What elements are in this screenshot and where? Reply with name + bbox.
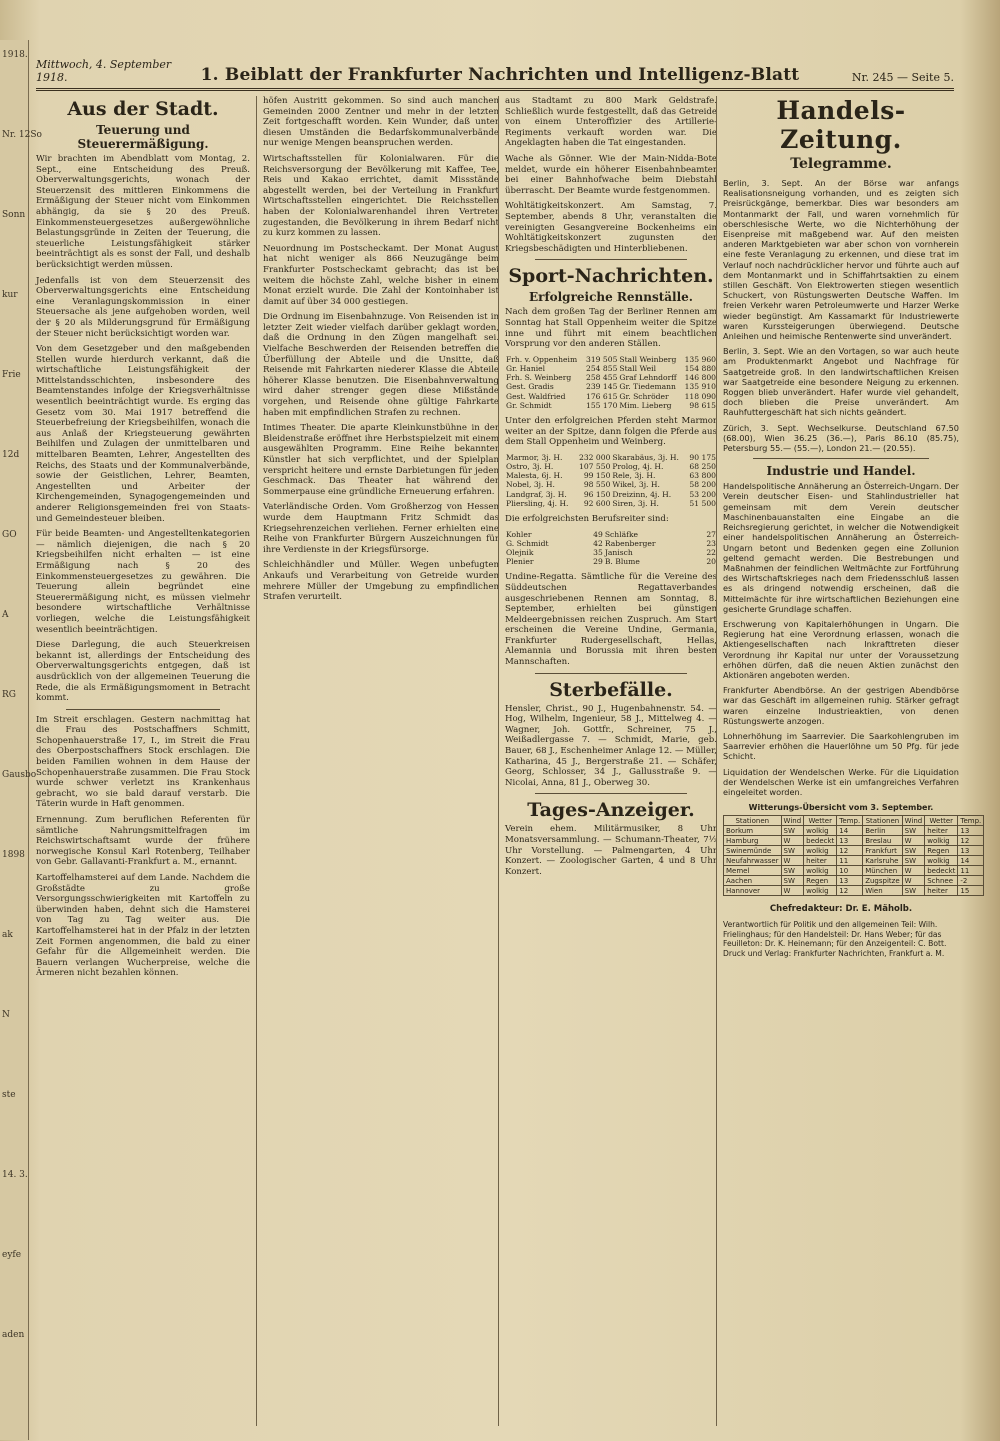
strip-fragment: A [2, 610, 9, 620]
weather-cell: Hamburg [724, 836, 782, 846]
divider [535, 259, 687, 260]
table-cell: Stall Weinberg [619, 354, 677, 364]
table-cell: Siren, 3j. H. [612, 498, 659, 508]
table-cell: Gr. Haniel [506, 363, 546, 373]
weather-cell: SW [781, 846, 804, 856]
table-cell: Mim. Lieberg [619, 400, 672, 410]
table-cell: 155 170 [586, 400, 618, 410]
weather-cell: 13 [837, 836, 863, 846]
table-cell: 118 090 [684, 391, 716, 401]
article-paragraph: Von dem Gesetzgeber und den maßgebenden Stellen wurde hierdurch verkannt, daß die wirtschaftliche Leistungsfähigkeit der Mittelstandsschichten, insbesondere des Beamtenstandes infolge der Kriegsverhältnisse wesentlich beeinträchtigt wurde. Es erging das Gesetz vom 30. Mai 1917 betreffend die Steuerbefreiung der Kriegsbeihilfen, wonach die aus Anlaß der Kriegsteuerung gewährten Beihilfen und Zulagen der unmittelbaren und mittelbaren Beamten, Lehrer, Angestellten des Reichs, des Staats und der Kommunalverbände, sowie der Geistlichen, Lehrer, Beamten, Angestellten und Arbeiter der Kirchengemeinden, Synagogengemeinden und anderer Religionsgemeinden frei von Staats- und Gemeindesteuer bleiben. [36, 344, 250, 524]
section-title-city: Aus der Stadt. [67, 98, 219, 120]
weather-header-cell: Stationen [724, 816, 782, 826]
strip-fragment: Sonn [2, 210, 26, 220]
weather-cell: 12 [958, 836, 984, 846]
table-cell: Graf Lehndorff [619, 373, 677, 383]
table-cell: Malesta, 6j. H. [506, 471, 563, 481]
article-paragraph: Diese Darlegung, die auch Steuerkreisen bekannt ist, allerdings der Entscheidung des Oberverwaltungsgerichts entgegen, daß ist ausdrücklich von der allgemeinen Teuerung die Rede, die als Ermäßigungsmoment in Betracht kommt. [36, 640, 250, 704]
stable-row [505, 364, 717, 373]
table-cell: 63 800 [689, 471, 716, 481]
horse-row [505, 471, 717, 480]
strip-fragment: aden [2, 1330, 25, 1340]
article-paragraph: Kartoffelhamsterei auf dem Lande. Nachdem die Großstädte zu große Versorgungsschwierigkeiten mit Kartoffeln zu überwinden haben, dehnt sich die Hamsterei von Tag zu Tag weiter aus. Die Kartoffelhamsterei hat in der Pfalz in der letzten Zeit Formen angenommen, die bald zu einer Gefahr für die Allgemeinheit werden. Die Bauern verlangen Wucherpreise, welche die Ärmeren nicht bezahlen können. [36, 873, 250, 979]
weather-cell: bedeckt [804, 836, 837, 846]
weather-header-cell: Temp. [958, 816, 984, 826]
weather-header-cell: Wetter [804, 816, 837, 826]
strip-fragment: kur [2, 290, 18, 300]
strip-fragment: 14. 3. [2, 1170, 28, 1180]
article-body-taxes [36, 154, 250, 704]
table-cell: G. Schmidt [506, 538, 549, 548]
table-cell: 98 615 [689, 400, 716, 410]
article-paragraph: Wache als Gönner. Wie der Main-Nidda-Bote meldet, wurde ein höherer Eisenbahnbeamter bei einer Bahnhofwache beim Diebstahl überrascht. Der Beamte wurde festgenommen. [505, 153, 717, 196]
industry-body [723, 481, 959, 797]
table-cell: 99 150 [583, 471, 611, 481]
weather-cell: 10 [837, 866, 863, 876]
sport-intro: Nach dem großen Tag der Berliner Rennen am Sonntag hat Stall Oppenheim weiter die Spitze inne und führt mit einem beachtlichen Vorsprung vor den anderen Ställen. [505, 307, 717, 350]
table-cell: Skarabäus, 3j. H. [612, 452, 679, 462]
table-cell: 58 200 [689, 480, 716, 490]
table-cell: 258 455 [586, 373, 618, 383]
weather-cell: 15 [958, 886, 984, 896]
table-cell: Gest. Gradis [506, 382, 554, 392]
article-paragraph: Ernennung. Zum beruflichen Referenten für sämtliche Nahrungsmittelfragen im Reichswirtschaftsamt wurde der frühere norwegische Konsul Karl Rotenberg, Teilhaber von Gebr. Gallavanti-Frankfurt a. M., ernannt. [36, 815, 250, 868]
jockeys-title: Die erfolgreichsten Berufsreiter sind: [505, 513, 669, 524]
table-cell: 154 880 [684, 363, 716, 373]
article-paragraph: höfen Austritt gekommen. So sind auch manchen Gemeinden 2000 Zentner und mehr in der letzten Zeit fortgeschafft worden. Kein Wunder, daß unter diesen Umständen die Bedarfskommunalverbände nur wenige Mengen beanspruchen werden. [263, 96, 499, 149]
weather-cell: W [781, 886, 804, 896]
jockey-row [505, 548, 717, 557]
weather-row [724, 856, 984, 866]
table-cell: 254 855 [586, 363, 618, 373]
weather-cell: Memel [724, 866, 782, 876]
table-cell: Dreizinn, 4j. H. [612, 489, 672, 499]
stable-row [505, 355, 717, 364]
table-cell: Plenier [506, 557, 534, 567]
stable-row [505, 373, 717, 382]
divider [535, 793, 687, 794]
article-paragraph: Im Streit erschlagen. Gestern nachmittag hat die Frau des Postschaffners Schmitt, Schopenhauerstraße 17, I., im Streit die Frau des Oberpostschaffners Stock erschlagen. Die beiden Familien wohnen in dem Hause der Schopenhauerstraße zusammen. Die Frau Stock wurde schwer verletzt ins Krankenhaus gebracht, wo sie bald darauf verstarb. Die Täterin wurde in Haft genommen. [36, 714, 250, 810]
regatta-article: Undine-Regatta. Sämtliche für die Vereine des Süddeutschen Regattaverbandes ausgeschriebenen Rennen am Sonntag, 8. September, erhielten bei günstigen Meldeergebnissen reichen Zuspruch. Am Start erscheinen die Vereine Undine, Germania, Frankfurter Rudergesellschaft, Hellas, Alemannia und Borussia mit ihren besten Mannschaften. [505, 572, 717, 668]
table-cell: Schläfke [604, 529, 639, 539]
stable-row [505, 382, 717, 391]
strip-fragment: Gausbo [2, 770, 37, 780]
section-title-deaths: Sterbefälle. [549, 678, 673, 701]
weather-cell: SW [902, 826, 925, 836]
industry-paragraph: Liquidation der Wendelschen Werke. Für die Liquidation der Wendelschen Werke ist ein umfangreiches Verfahren eingeleitet worden. [723, 766, 959, 797]
table-cell: Prolog, 4j. H. [612, 461, 664, 471]
weather-cell: W [781, 856, 804, 866]
weather-cell: heiter [804, 856, 837, 866]
masthead [36, 58, 954, 91]
table-cell: 92 600 [583, 498, 611, 508]
table-cell: Gr. Schmidt [506, 400, 552, 410]
article-paragraph: Jedenfalls ist von dem Steuerzensit des Oberverwaltungsgerichts eine Entscheidung eine Veranlagungskommission in einer Steuersache als jene aufgehoben worden, weil der § 20 als Milderungsgrund für Ermäßigung der Steuer nicht berücksichtigt worden war. [36, 275, 250, 339]
article-paragraph: Schleichhändler und Müller. Wegen unbefugten Ankaufs und Verarbeitung von Getreide wurden mehrere Müller der Umgebung zu empfindlichen Strafen verurteilt. [263, 560, 499, 603]
table-cell: 53 200 [689, 489, 716, 499]
weather-cell: Swinemünde [724, 846, 782, 856]
adjacent-page-strip [0, 40, 42, 1440]
weather-header-cell: Temp. [837, 816, 863, 826]
horse-row [505, 490, 717, 499]
table-cell: 90 175 [689, 452, 716, 462]
stable-row [505, 392, 717, 401]
telegrams-body [723, 178, 959, 453]
strip-fragment: 1898 [2, 850, 25, 860]
issue-number: Nr. 245 — Seite 5. [851, 71, 954, 84]
table-cell: 98 550 [583, 480, 611, 490]
editor-imprint: Verantwortlich für Politik und den allgemeinen Teil: Wilh. Frielinghaus; für den Handelsteil: Dr. Hans Weber; für das Feuilleton: Dr. K. Heinemann; für den Anzeigenteil: C. Bott. Druck und Verlag: Frankfurter Nachrichten, Frankfurt a. M. [723, 920, 947, 958]
horse-row [505, 453, 717, 462]
weather-header-cell: Wetter [925, 816, 958, 826]
table-cell: Rele, 3j. H. [612, 471, 656, 481]
jockey-row [505, 530, 717, 539]
weather-cell: Regen [804, 876, 837, 886]
strip-fragment: ak [2, 930, 13, 940]
weather-cell: wolkig [804, 826, 837, 836]
strip-fragment: Frie [2, 370, 21, 380]
article-title-racing: Erfolgreiche Rennställe. [528, 290, 693, 305]
industry-paragraph: Handelspolitische Annäherung an Österreich-Ungarn. Der Verein deutscher Eisen- und Stahlindustrieller hat gemeinsam mit dem Verein deutscher Maschinenbauanstalten eine Eingabe an die Reichsregierung gerichtet, in welcher die Notwendigkeit einer handelspolitischen Annäherung an Österreich-Ungarn betont und Bedenken gegen eine Zollunion geltend gemacht werden. Die Bestrebungen und Maßnahmen der feindlichen Weltmächte zur Fortführung des Wirtschaftskrieges nach dem Friedensschluß lassen es als dringend notwendig erscheinen, daß die Mittelmächte für ihre wirtschaftlichen Beziehungen eine gesicherte Grundlage schaffen. [723, 481, 959, 614]
weather-cell: Berlin [863, 826, 902, 836]
table-cell: Kohler [506, 529, 532, 539]
weather-cell: München [863, 866, 902, 876]
article-paragraph: Wohltätigkeitskonzert. Am Samstag, 7. September, abends 8 Uhr, veranstalten die vereinigten Gesangvereine Bockenheims ein Wohltätigkeitskonzert zugunsten der Kriegsbeschädigten und Hinterbliebenen. [505, 201, 717, 254]
local-news-body [263, 96, 499, 603]
weather-row [724, 876, 984, 886]
table-cell: Olejnik [506, 547, 534, 557]
weather-cell: Schnee [925, 876, 958, 886]
strip-fragment: N [2, 1010, 10, 1020]
strip-fragment: ste [2, 1090, 16, 1100]
weather-cell: SW [781, 866, 804, 876]
table-cell: Gr. Tiedemann [619, 382, 676, 392]
weather-cell: wolkig [804, 886, 837, 896]
weather-header-cell: Wind [902, 816, 925, 826]
article-paragraph: Die Ordnung im Eisenbahnzuge. Von Reisenden ist in letzter Zeit wieder vielfach darüber geklagt worden, daß die Ordnung in den Zügen mangelhaft sei. Vielfache Beschwerden der Reisenden betreffen die Überfüllung der Abteile und die Unsitte, daß Reisende mit Fahrkarten niederer Klasse die Abteile höherer Klasse benutzen. Die Eisenbahnverwaltung wird daher strenger gegen diese Mißstände vorgehen, und Reisende ohne gültige Fahrkarte haben mit empfindlichen Strafen zu rechnen. [263, 312, 499, 418]
weather-row [724, 836, 984, 846]
table-cell: Janisch [604, 547, 633, 557]
telegram-paragraph: Berlin, 3. Sept. Wie an den Vortagen, so war auch heute am Produktenmarkt Angebot und Nachfrage für Saatgetreide groß. In den landwirtschaftlichen Kreisen war Saatgetreide eine besondere Neigung zu erkennen. Roggen blieb unverändert. Hafer wurde viel gehandelt, doch blieben die Preise unverändert. Am Rauhfuttergeschäft hat sich nichts geändert. [723, 346, 959, 418]
column-local-news [256, 96, 499, 1426]
table-cell: Stall Weil [619, 363, 656, 373]
weather-cell: 14 [837, 826, 863, 836]
weather-cell: Wien [863, 886, 902, 896]
article-title-taxes: Teuerung und Steuerermäßigung. [77, 123, 209, 151]
section-title-sport: Sport-Nachrichten. [508, 265, 714, 288]
weather-cell: Neufahrwasser [724, 856, 782, 866]
table-cell: 29 [593, 557, 603, 567]
horses-table [505, 453, 717, 508]
table-cell: 135 910 [684, 382, 716, 392]
article-paragraph: Neuordnung im Postscheckamt. Der Monat August hat nicht weniger als 866 Neuzugänge beim Frankfurter Postscheckamt gebracht; das ist bei weitem die höchste Zahl, welche bisher in einem Monat erzielt wurde. Die Zahl der Kontoinhaber ist damit auf über 34 000 gestiegen. [263, 243, 499, 307]
strip-fragment: 1918. [2, 50, 28, 60]
table-cell: Rabenberger [604, 538, 656, 548]
table-cell: 51 500 [689, 498, 716, 508]
weather-cell: Regen [925, 846, 958, 856]
weather-cell: SW [781, 876, 804, 886]
table-cell: Marmor, 3j. H. [506, 452, 563, 462]
weather-cell: SW [902, 886, 925, 896]
table-cell: 319 505 [586, 354, 618, 364]
industry-title: Industrie und Handel. [766, 464, 916, 479]
weather-cell: Frankfurt [863, 846, 902, 856]
telegram-paragraph: Zürich, 3. Sept. Wechselkurse. Deutschland 67.50 (68.00), Wien 36.25 (36.—), Paris 86.10 (85.75), Petersburg 55.— (55.—), London 21.— (20.55). [723, 422, 959, 454]
table-cell: Ostro, 3j. H. [506, 461, 554, 471]
table-cell: 23 [706, 538, 716, 548]
weather-header-cell: Stationen [863, 816, 902, 826]
weather-cell: W [781, 836, 804, 846]
divider [66, 709, 220, 710]
weather-table [723, 815, 984, 896]
weather-cell: SW [781, 826, 804, 836]
stable-row [505, 401, 717, 410]
horse-row [505, 462, 717, 471]
weather-cell: wolkig [925, 856, 958, 866]
editor-title: Chefredakteur: Dr. E. Mäholb. [769, 904, 913, 915]
table-cell: 146 800 [684, 373, 716, 383]
strip-fragment: GO [2, 530, 17, 540]
table-cell: Frh. S. Weinberg [506, 373, 572, 383]
newspaper-title: 1. Beiblatt der Frankfurter Nachrichten und Intelligenz-Blatt [200, 65, 800, 85]
industry-paragraph: Lohnerhöhung im Saarrevier. Die Saarkohlengruben im Saarrevier erhöhen die Hauerlöhne um 50 Pfg. für jede Schicht. [723, 730, 959, 762]
weather-cell: 12 [837, 846, 863, 856]
article-paragraph: Vaterländische Orden. Vom Großherzog von Hessen wurde dem Hauptmann Fritz Schmidt das Kriegsehrenzeichen verliehen. Ferner erhielten eine Reihe von Frankfurter Bürgern Auszeichnungen für ihre Verdienste in der Kriegsfürsorge. [263, 502, 499, 555]
table-cell: Wikel, 3j. H. [612, 480, 660, 490]
weather-cell: W [902, 836, 925, 846]
weather-cell: W [902, 876, 925, 886]
weather-title: Witterungs-Übersicht vom 3. September. [748, 803, 934, 813]
table-cell: 176 615 [586, 391, 618, 401]
weather-row [724, 846, 984, 856]
strip-fragment: 12d [2, 450, 20, 460]
weather-cell: 12 [837, 886, 863, 896]
telegram-paragraph: Berlin, 3. Sept. An der Börse war anfangs Realisationsneigung vorhanden, und es zeigten sich Preisrückgänge, bemerkbar. Dies war besonders am Montanmarkt der Fall, und waren vornehmlich für oberschlesische Werte, wo die Nichterhöhung der Eisenpreise mit maßgebend war. Auf den meisten anderen Marktgebieten war aber schon von vornherein eine feste Veranlagung zu erkennen, und diese trat im Verlauf noch nachdrücklicher hervor und führte auch auf dem Montanmarkt und in Schiffahrtsaktien zu einem stillen Geschäft. Von Elektrowerten stiegen wesentlich Schuckert, von Rüstungswerten Deutsche Waffen. Im freien Verkehr waren Petroleumwerte und Harzer Werke wieder begünstigt. Am Kassamarkt für Industriewerte waren Kurssteigerungen überwiegend. Deutsche Anleihen und heimische Rentenwerte sind unverändert. [723, 178, 959, 342]
weather-row [724, 866, 984, 876]
weather-cell: heiter [925, 826, 958, 836]
deaths-list: Hensler, Christ., 90 J., Hugenbahnenstr. 54. — Hog, Wilhelm, Ingenieur, 58 J., Mittelweg 4. — Wagner, Joh. Gottfr., Schreiner, 75 J., Weißadlergasse 7. — Schmidt, Marie, geb. Bauer, 68 J., Eschenheimer Anlage 12. — Müller, Katharina, 45 J., Bergerstraße 21. — Schäfer, Georg, Schlosser, 34 J., Gallusstraße 9. — Nicolai, Anna, 81 J., Oberweg 30. [505, 703, 717, 788]
weather-row [724, 826, 984, 836]
article-paragraph: Für beide Beamten- und Angestelltenkategorien — nämlich diejenigen, die nach § 20 Kriegsbeihilfen nicht erhalten — ist eine Ermäßigung nach § 20 des Einkommensteuergesetzes zu gewähren. Die Teuerung allein begründet eine Steuerermäßigung nicht, es müssen vielmehr besondere wirtschaftliche Verhältnisse vorliegen, welche die Leistungsfähigkeit wesentlich beeinträchtigen. [36, 529, 250, 635]
weather-cell: Zugspitze [863, 876, 902, 886]
weather-cell: wolkig [925, 836, 958, 846]
horse-row [505, 480, 717, 489]
weather-cell: Hannover [724, 886, 782, 896]
table-cell: 239 145 [586, 382, 618, 392]
article-body-local [36, 715, 250, 979]
table-cell: 232 000 [579, 452, 611, 462]
jockey-row [505, 539, 717, 548]
weather-row [724, 886, 984, 896]
jockeys-table [505, 530, 717, 567]
strip-fragment: Nr. 12So [2, 130, 42, 140]
weather-cell: 13 [958, 826, 984, 836]
section-title-daily: Tages-Anzeiger. [527, 799, 695, 822]
column-city-news [36, 96, 250, 1426]
weather-cell: SW [902, 846, 925, 856]
weather-cell: bedeckt [925, 866, 958, 876]
table-cell: 22 [706, 547, 716, 557]
table-cell: Gr. Schröder [619, 391, 669, 401]
divider [753, 458, 929, 459]
weather-cell: heiter [925, 886, 958, 896]
weather-cell: 13 [958, 846, 984, 856]
article-paragraph: Wir brachten im Abendblatt vom Montag, 2. Sept., eine Entscheidung des Preuß. Oberverwaltungsgerichts, wonach der Steuerzensit des mittleren Einkommens die Ermäßigung der Steuer nicht vom Einkommen abhängig, da sie § 20 des Preuß. Einkommensteuergesetzes außergewöhnliche Belastungsgründe in Zeiten der Teuerung, die steuerliche Leistungsfähigkeit stärker beeinträchtigt als es sonst der Fall, und deshalb berücksichtigt werden müssen. [36, 154, 250, 270]
weather-header-row [724, 816, 984, 826]
weather-cell: wolkig [804, 866, 837, 876]
table-cell: Frh. v. Oppenheim [506, 354, 578, 364]
weather-cell: Breslau [863, 836, 902, 846]
weather-cell: Karlsruhe [863, 856, 902, 866]
table-cell: 35 [593, 547, 603, 557]
weather-cell: 13 [837, 876, 863, 886]
weather-cell: 14 [958, 856, 984, 866]
table-cell: 20 [706, 557, 716, 567]
table-cell: Nobel, 3j. H. [506, 480, 555, 490]
stables-table [505, 355, 717, 410]
sport-mid: Unter den erfolgreichen Pferden steht Marmor weiter an der Spitze, dann folgen die Pferde aus dem Stall Oppenheim und Weinberg. [505, 415, 717, 448]
column-sport [498, 96, 717, 1426]
weather-cell: 11 [837, 856, 863, 866]
weather-cell: Borkum [724, 826, 782, 836]
weather-cell: -2 [958, 876, 984, 886]
strip-fragment: RG [2, 690, 16, 700]
daily-listing: Verein ehem. Militärmusiker, 8 Uhr Monatsversammlung. — Schumann-Theater, 7½ Uhr Vorstellung. — Palmengarten, 4 Uhr Konzert. — Zoologischer Garten, 4 und 8 Uhr Konzert. [505, 824, 717, 877]
article-paragraph: aus Stadtamt zu 800 Mark Geldstrafe. Schließlich wurde festgestellt, daß das Getreide von einem Unteroffizier des Artillerie-Regiments verkauft worden war. Die Angeklagten haben die Tat eingestanden. [505, 96, 717, 149]
weather-cell: SW [902, 856, 925, 866]
weather-cell: W [902, 866, 925, 876]
article-paragraph: Intimes Theater. Die aparte Kleinkunstbühne in der Bleidenstraße eröffnet ihre Herbstspielzeit mit einem ausgewählten Programm. Eine Reihe bekannter Künstler hat sich verpflichtet, und der Spielplan verspricht heitere und ernste Darbietungen für jeden Geschmack. Das Theater hat während der Sommerpause eine gründliche Erneuerung erfahren. [263, 423, 499, 497]
table-cell: 27 [706, 529, 716, 539]
issue-date: Mittwoch, 4. September 1918. [36, 58, 172, 84]
section-title-commerce: Handels-Zeitung. [776, 96, 906, 154]
weather-cell: 11 [958, 866, 984, 876]
telegrams-title: Telegramme. [790, 156, 892, 172]
article-paragraph: Wirtschaftsstellen für Kolonialwaren. Für die Reichsversorgung der Bevölkerung mit Kaffee, Tee, Reis und Kakao errichtet, damit Missstände abgestellt werden, bei der Verteilung in Frankfurt Wirtschaftsstellen eingerichtet. Die Reichsstellen haben der Kolonialwarenhandel ihren Vertreter zugestanden, die Bevölkerung in ihrem Bedarf nicht zu kurz kommen zu lassen. [263, 153, 499, 239]
weather-cell: Aachen [724, 876, 782, 886]
horse-row [505, 499, 717, 508]
column-commerce [716, 96, 982, 1426]
divider [535, 673, 687, 674]
jockey-row [505, 557, 717, 566]
table-cell: 135 960 [684, 354, 716, 364]
table-cell: Landgraf, 3j. H. [506, 489, 567, 499]
weather-header-cell: Wind [781, 816, 804, 826]
table-cell: 49 [593, 529, 603, 539]
table-cell: 96 150 [583, 489, 611, 499]
industry-paragraph: Erschwerung von Kapitalerhöhungen in Ungarn. Die Regierung hat eine Verordnung erlassen, wonach die Aktiengesellschaften nach Inkrafttreten dieser Verordnung ihr Kapital nur unter der Voraussetzung erhöhen dürfen, daß die neuen Aktien zunächst den Aktionären angeboten werden. [723, 618, 959, 680]
column3-intro [505, 96, 717, 254]
table-cell: 42 [593, 538, 603, 548]
table-cell: Gest. Waldfried [506, 391, 566, 401]
table-cell: B. Blume [604, 557, 640, 567]
weather-cell: wolkig [804, 846, 837, 856]
industry-paragraph: Frankfurter Abendbörse. An der gestrigen Abendbörse war das Geschäft im allgemeinen ruhig. Stärker gefragt waren einzelne Industrieaktien, von denen Rüstungswerte anzogen. [723, 685, 959, 726]
table-cell: 107 550 [579, 461, 611, 471]
strip-fragment: eyfe [2, 1250, 22, 1260]
table-cell: 68 250 [689, 461, 716, 471]
table-cell: Pliersling, 4j. H. [506, 498, 569, 508]
